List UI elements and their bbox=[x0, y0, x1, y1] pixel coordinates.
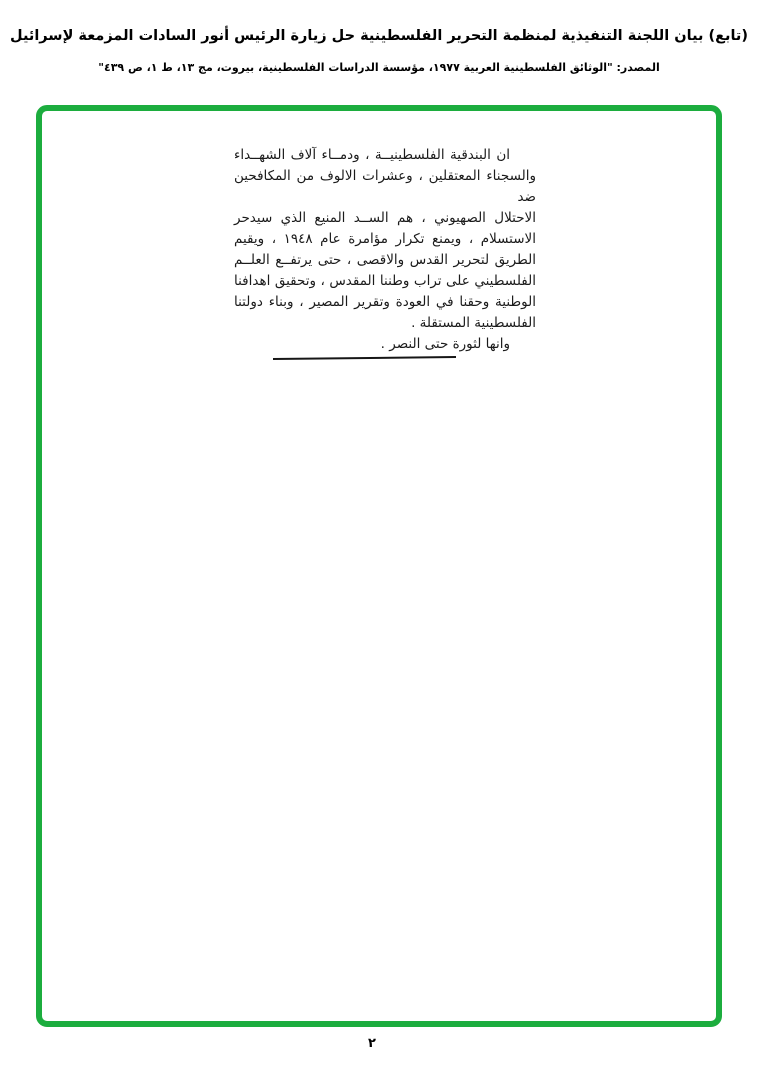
document-body-text bbox=[234, 145, 536, 355]
text-line: والسجناء المعتقلين ، وعشرات الالوف من المكافحين ضد bbox=[234, 168, 536, 205]
text-line: الفلسطينية المستقلة . bbox=[411, 315, 536, 331]
divider-line bbox=[273, 356, 456, 360]
document-source-citation: المصدر: "الوثائق الفلسطينية العربية ١٩٧٧، مؤسسة الدراسات الفلسطينية، بيروت، مج ١٣، ط ١، ص ٤٣٩" bbox=[98, 61, 660, 74]
text-line: الاستسلام ، ويمنع تكرار مؤامرة عام ١٩٤٨ ، ويقيم bbox=[234, 231, 537, 247]
page-number: ٢ bbox=[368, 1036, 376, 1051]
text-line: وانها لثورة حتى النصر . bbox=[380, 336, 510, 352]
text-line: الاحتلال الصهيوني ، هم الســد المنيع الذي سيدحر bbox=[234, 210, 536, 226]
text-line: ان البندقية الفلسطينيــة ، ودمــاء آلاف الشهــداء bbox=[234, 147, 510, 163]
document-frame bbox=[36, 105, 722, 1027]
document-title: (تابع) بيان اللجنة التنفيذية لمنظمة التحرير الفلسطينية حل زيارة الرئيس أنور السادات المزمعة لإسرائيل bbox=[10, 28, 748, 44]
text-line: الفلسطيني على تراب وطننا المقدس ، وتحقيق اهدافنا bbox=[234, 273, 536, 289]
text-line: الطريق لتحرير القدس والاقصى ، حتى يرتفــع العلــم bbox=[234, 252, 536, 268]
text-line: الوطنية وحقنا في العودة وتقرير المصير ، وبناء دولتنا bbox=[234, 294, 536, 310]
